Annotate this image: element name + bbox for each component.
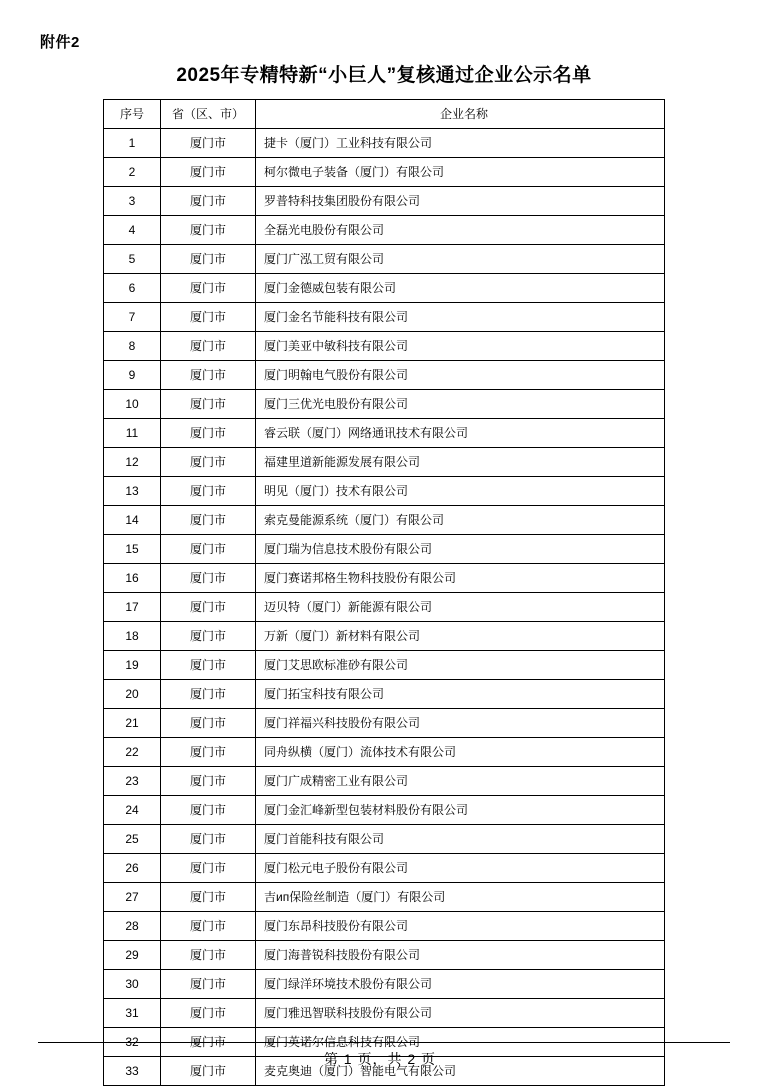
cell-company-name: 柯尔微电子装备（厦门）有限公司: [256, 157, 665, 186]
cell-company-name: 吉ип保险丝制造（厦门）有限公司: [256, 882, 665, 911]
cell-company-name: 罗普特科技集团股份有限公司: [256, 186, 665, 215]
cell-province: 厦门市: [161, 998, 256, 1027]
table-row: [104, 679, 665, 708]
cell-province: 厦门市: [161, 331, 256, 360]
cell-index: 3: [104, 186, 161, 215]
cell-company-name: 厦门三优光电股份有限公司: [256, 389, 665, 418]
cell-company-name: 万新（厦门）新材料有限公司: [256, 621, 665, 650]
cell-index: 10: [104, 389, 161, 418]
column-header-company: 企业名称: [256, 99, 665, 128]
cell-index: 5: [104, 244, 161, 273]
cell-province: 厦门市: [161, 534, 256, 563]
cell-company-name: 明见（厦门）技术有限公司: [256, 476, 665, 505]
cell-company-name: 迈贝特（厦门）新能源有限公司: [256, 592, 665, 621]
cell-province: 厦门市: [161, 215, 256, 244]
cell-province: 厦门市: [161, 824, 256, 853]
cell-index: 31: [104, 998, 161, 1027]
table-row: [104, 505, 665, 534]
cell-province: 厦门市: [161, 621, 256, 650]
cell-index: 30: [104, 969, 161, 998]
cell-company-name: 捷卡（厦门）工业科技有限公司: [256, 128, 665, 157]
cell-index: 22: [104, 737, 161, 766]
cell-index: 14: [104, 505, 161, 534]
column-header-province: 省（区、市）: [161, 99, 256, 128]
cell-company-name: 厦门首能科技有限公司: [256, 824, 665, 853]
cell-company-name: 睿云联（厦门）网络通讯技术有限公司: [256, 418, 665, 447]
cell-company-name: 厦门艾思欧标准砂有限公司: [256, 650, 665, 679]
table-header-row: [104, 99, 665, 128]
table-row: [104, 331, 665, 360]
cell-company-name: 厦门金名节能科技有限公司: [256, 302, 665, 331]
table-row: [104, 708, 665, 737]
cell-index: 18: [104, 621, 161, 650]
cell-province: 厦门市: [161, 157, 256, 186]
table-row: [104, 911, 665, 940]
cell-province: 厦门市: [161, 302, 256, 331]
cell-company-name: 厦门松元电子股份有限公司: [256, 853, 665, 882]
cell-province: 厦门市: [161, 418, 256, 447]
cell-company-name: 厦门英诺尔信息科技有限公司: [256, 1027, 665, 1056]
cell-province: 厦门市: [161, 650, 256, 679]
table-row: [104, 795, 665, 824]
cell-company-name: 索克曼能源系统（厦门）有限公司: [256, 505, 665, 534]
table-row: [104, 534, 665, 563]
table-row: [104, 302, 665, 331]
table-row: [104, 186, 665, 215]
cell-province: 厦门市: [161, 969, 256, 998]
cell-province: 厦门市: [161, 186, 256, 215]
table-row: [104, 273, 665, 302]
cell-province: 厦门市: [161, 737, 256, 766]
page-title: 2025年专精特新“小巨人”复核通过企业公示名单: [176, 65, 592, 86]
cell-company-name: 厦门美亚中敏科技有限公司: [256, 331, 665, 360]
cell-index: 27: [104, 882, 161, 911]
cell-province: 厦门市: [161, 476, 256, 505]
cell-province: 厦门市: [161, 940, 256, 969]
cell-index: 16: [104, 563, 161, 592]
cell-index: 33: [104, 1056, 161, 1085]
cell-company-name: 麦克奥迪（厦门）智能电气有限公司: [256, 1056, 665, 1085]
table-row: [104, 766, 665, 795]
cell-province: 厦门市: [161, 128, 256, 157]
cell-index: 21: [104, 708, 161, 737]
table-row: [104, 621, 665, 650]
cell-company-name: 全磊光电股份有限公司: [256, 215, 665, 244]
table-row: [104, 998, 665, 1027]
cell-province: 厦门市: [161, 795, 256, 824]
cell-company-name: 厦门绿洋环境技术股份有限公司: [256, 969, 665, 998]
cell-index: 12: [104, 447, 161, 476]
cell-index: 28: [104, 911, 161, 940]
cell-company-name: 厦门金德威包装有限公司: [256, 273, 665, 302]
cell-province: 厦门市: [161, 389, 256, 418]
cell-index: 11: [104, 418, 161, 447]
cell-province: 厦门市: [161, 882, 256, 911]
cell-index: 15: [104, 534, 161, 563]
table-body: [104, 128, 665, 1085]
page-footer: 第 1 页，共 2 页: [323, 1051, 437, 1067]
cell-company-name: 福建里道新能源发展有限公司: [256, 447, 665, 476]
cell-index: 7: [104, 302, 161, 331]
cell-index: 24: [104, 795, 161, 824]
cell-province: 厦门市: [161, 1056, 256, 1085]
cell-index: 13: [104, 476, 161, 505]
cell-index: 9: [104, 360, 161, 389]
table-row: [104, 244, 665, 273]
cell-company-name: 厦门广泓工贸有限公司: [256, 244, 665, 273]
cell-index: 20: [104, 679, 161, 708]
cell-province: 厦门市: [161, 853, 256, 882]
cell-company-name: 同舟纵横（厦门）流体技术有限公司: [256, 737, 665, 766]
cell-index: 25: [104, 824, 161, 853]
column-header-index: 序号: [104, 99, 161, 128]
table-row: [104, 882, 665, 911]
table-row: [104, 389, 665, 418]
cell-index: 32: [104, 1027, 161, 1056]
cell-company-name: 厦门瑞为信息技术股份有限公司: [256, 534, 665, 563]
cell-index: 29: [104, 940, 161, 969]
table-row: [104, 476, 665, 505]
cell-company-name: 厦门海普锐科技股份有限公司: [256, 940, 665, 969]
cell-province: 厦门市: [161, 244, 256, 273]
cell-index: 4: [104, 215, 161, 244]
table-row: [104, 592, 665, 621]
cell-province: 厦门市: [161, 679, 256, 708]
cell-province: 厦门市: [161, 447, 256, 476]
cell-index: 1: [104, 128, 161, 157]
cell-company-name: 厦门拓宝科技有限公司: [256, 679, 665, 708]
cell-company-name: 厦门祥福兴科技股份有限公司: [256, 708, 665, 737]
cell-province: 厦门市: [161, 592, 256, 621]
cell-province: 厦门市: [161, 273, 256, 302]
cell-province: 厦门市: [161, 360, 256, 389]
cell-index: 26: [104, 853, 161, 882]
table-row: [104, 650, 665, 679]
cell-province: 厦门市: [161, 708, 256, 737]
cell-index: 17: [104, 592, 161, 621]
table-row: [104, 853, 665, 882]
table-row: [104, 737, 665, 766]
table-row: [104, 969, 665, 998]
cell-company-name: 厦门东昂科技股份有限公司: [256, 911, 665, 940]
cell-province: 厦门市: [161, 563, 256, 592]
table-row: [104, 128, 665, 157]
table-row: [104, 360, 665, 389]
table-row: [104, 157, 665, 186]
cell-province: 厦门市: [161, 911, 256, 940]
table-row: [104, 824, 665, 853]
table-row: [104, 940, 665, 969]
table-row: [104, 215, 665, 244]
cell-province: 厦门市: [161, 766, 256, 795]
cell-index: 6: [104, 273, 161, 302]
cell-index: 23: [104, 766, 161, 795]
cell-index: 19: [104, 650, 161, 679]
cell-province: 厦门市: [161, 1027, 256, 1056]
cell-province: 厦门市: [161, 505, 256, 534]
attachment-label: 附件2: [40, 34, 80, 51]
cell-index: 2: [104, 157, 161, 186]
cell-company-name: 厦门明翰电气股份有限公司: [256, 360, 665, 389]
cell-company-name: 厦门广成精密工业有限公司: [256, 766, 665, 795]
cell-index: 8: [104, 331, 161, 360]
table-row: [104, 418, 665, 447]
table-row: [104, 563, 665, 592]
footer-divider: [38, 1042, 730, 1043]
cell-company-name: 厦门雅迅智联科技股份有限公司: [256, 998, 665, 1027]
company-list-table: [103, 99, 665, 1086]
table-row: [104, 447, 665, 476]
cell-company-name: 厦门金汇峰新型包装材料股份有限公司: [256, 795, 665, 824]
cell-company-name: 厦门赛诺邦格生物科技股份有限公司: [256, 563, 665, 592]
